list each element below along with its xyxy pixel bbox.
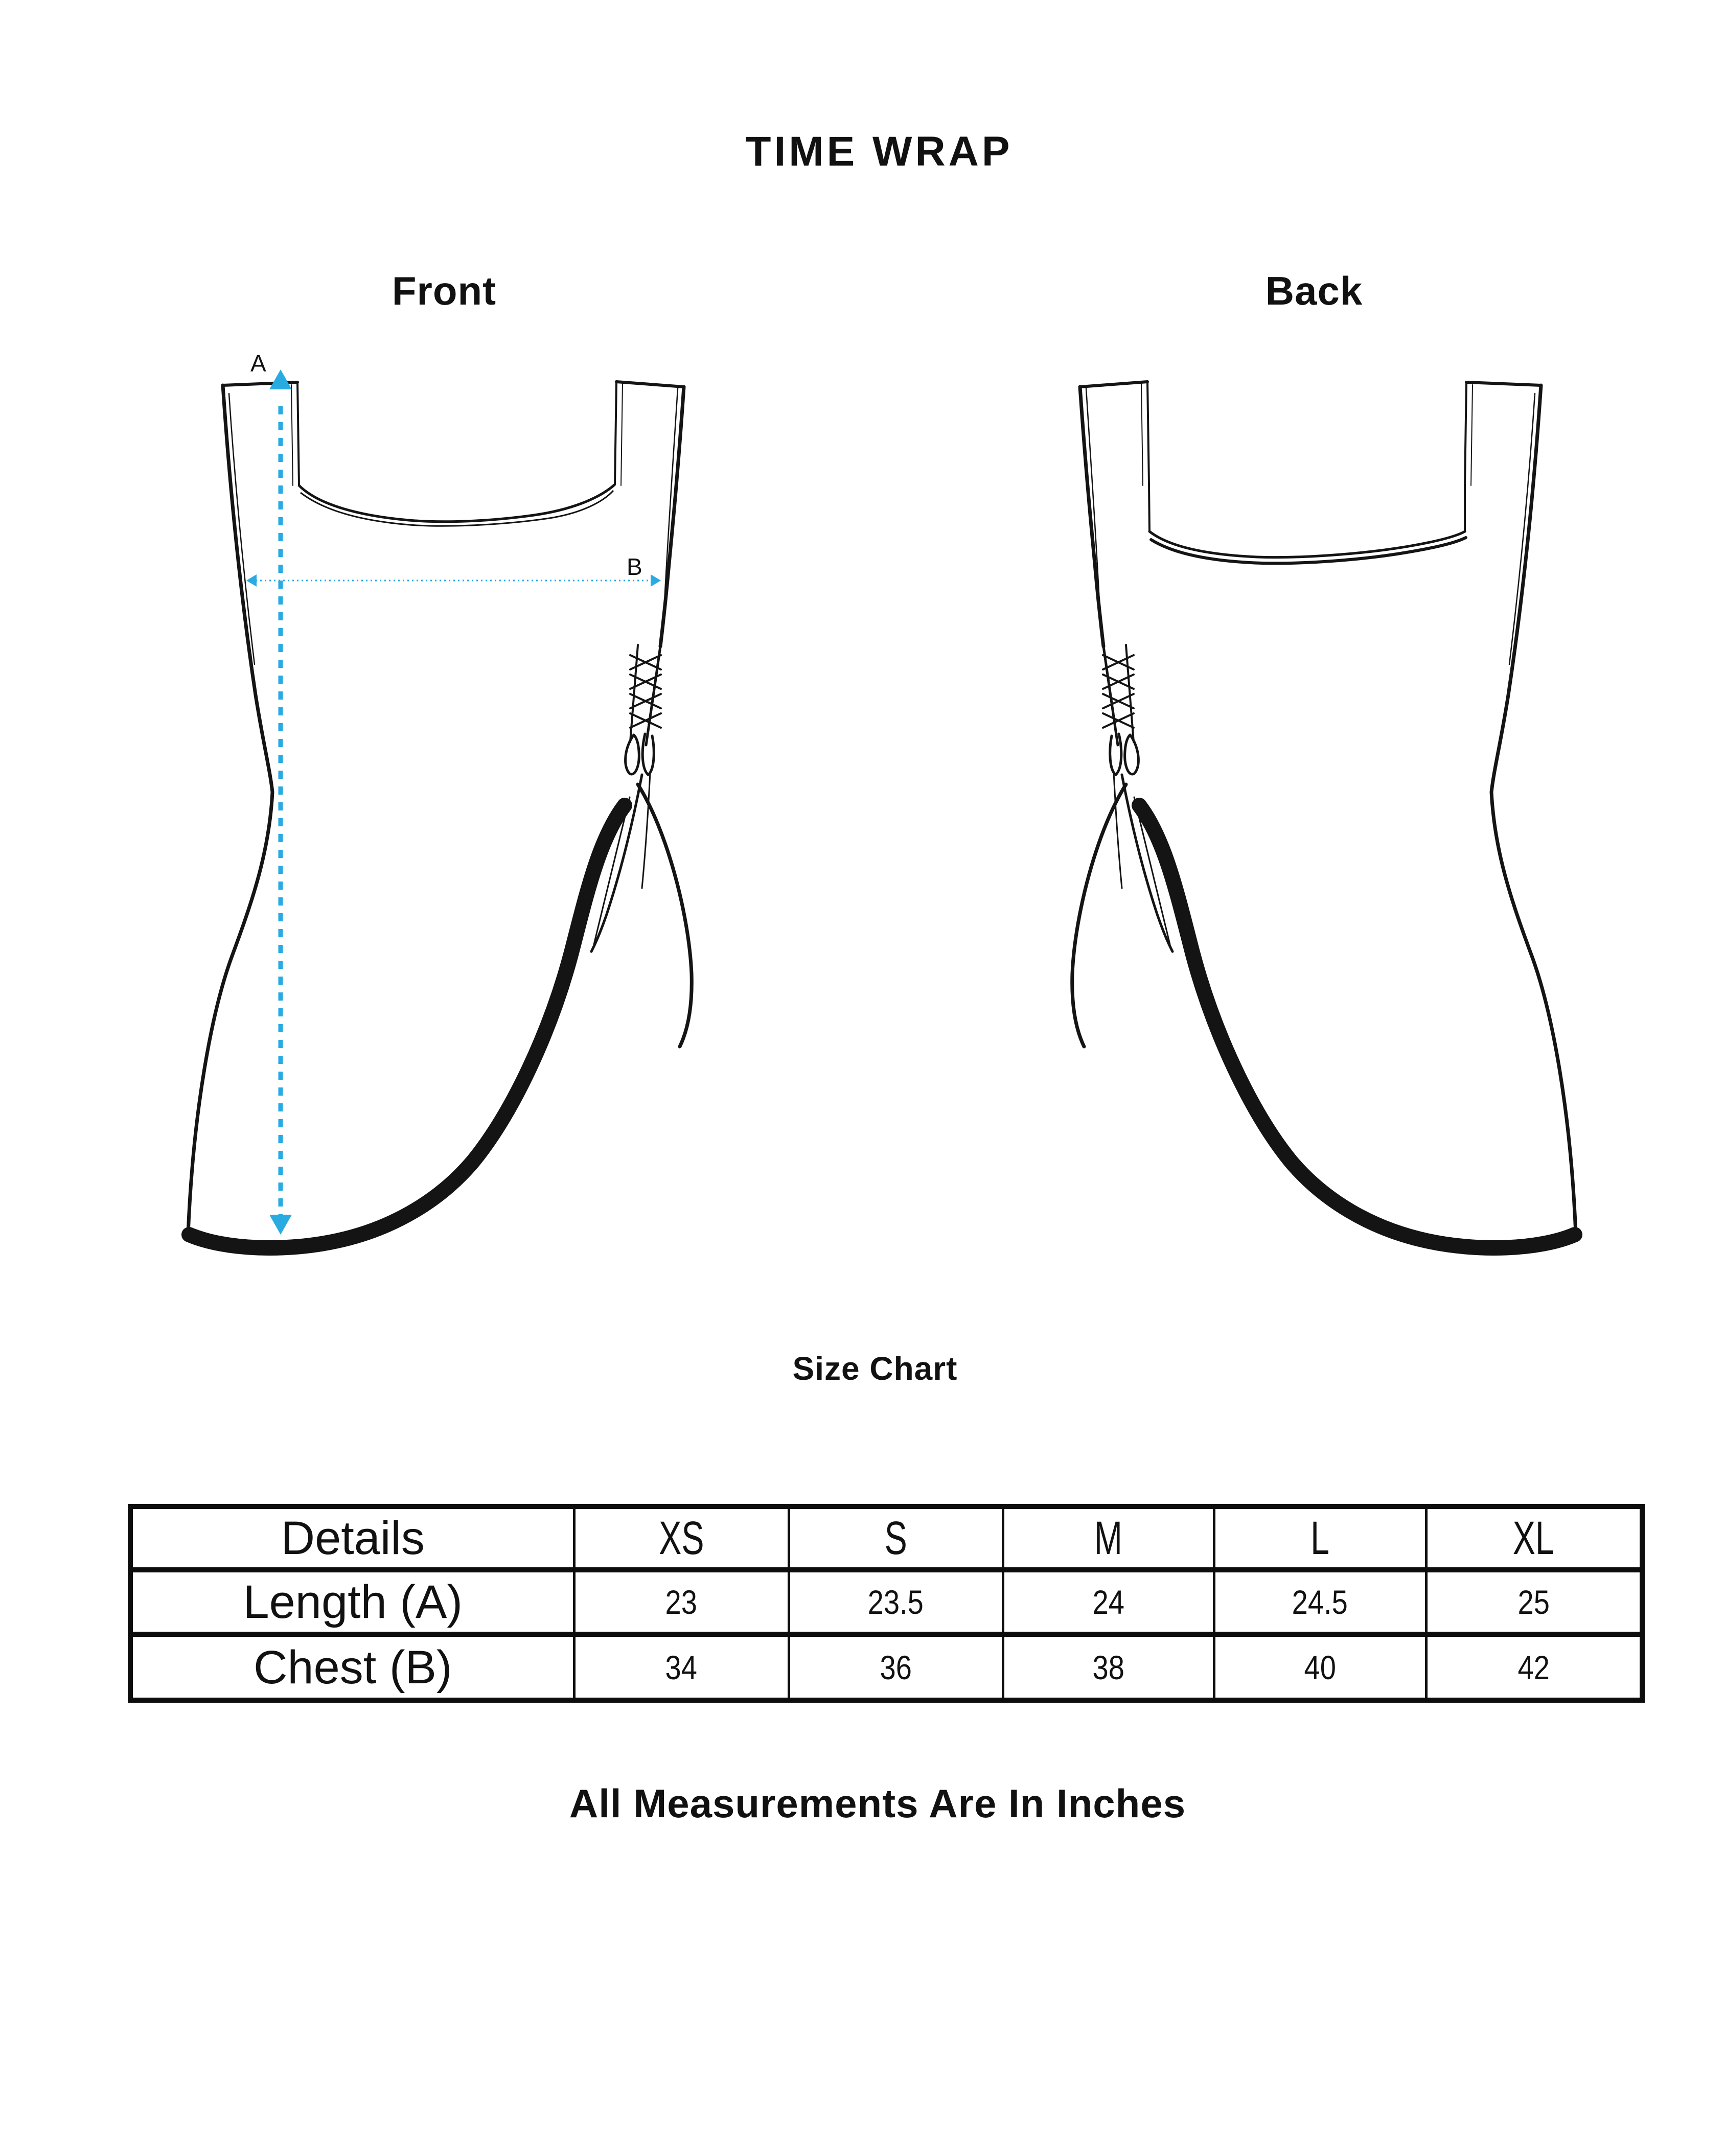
back-view-label: Back bbox=[1265, 268, 1363, 313]
chest-l: 40 bbox=[1214, 1634, 1426, 1700]
front-view-label: Front bbox=[392, 268, 497, 313]
length-xl: 25 bbox=[1426, 1570, 1642, 1634]
length-l: 24.5 bbox=[1214, 1570, 1426, 1634]
table-header-s: S bbox=[789, 1506, 1003, 1570]
length-m: 24 bbox=[1003, 1570, 1214, 1634]
table-header-m: M bbox=[1003, 1506, 1214, 1570]
chest-m: 38 bbox=[1003, 1634, 1214, 1700]
page-title: TIME WRAP bbox=[745, 128, 1013, 175]
back-garment-drawing bbox=[1072, 382, 1576, 1248]
chest-s: 36 bbox=[789, 1634, 1003, 1700]
front-garment-drawing bbox=[188, 369, 692, 1248]
table-header-details: Details bbox=[130, 1506, 574, 1570]
size-chart-heading: Size Chart bbox=[792, 1350, 958, 1387]
chest-measure-arrow bbox=[246, 574, 661, 587]
table-header-l: L bbox=[1214, 1506, 1426, 1570]
measurements-footnote: All Measurements Are In Inches bbox=[569, 1781, 1186, 1826]
chest-xs: 34 bbox=[574, 1634, 789, 1700]
length-xs: 23 bbox=[574, 1570, 789, 1634]
length-arrow-letter: A bbox=[250, 350, 266, 377]
size-chart-table bbox=[128, 1504, 1645, 1703]
chest-arrow-letter: B bbox=[627, 553, 642, 580]
table-header-xl: XL bbox=[1426, 1506, 1642, 1570]
table-header-xs: XS bbox=[574, 1506, 789, 1570]
table-header-row bbox=[130, 1506, 1642, 1570]
table-row-chest bbox=[130, 1634, 1642, 1700]
row-label-length: Length (A) bbox=[130, 1570, 574, 1634]
chest-xl: 42 bbox=[1426, 1634, 1642, 1700]
row-label-chest: Chest (B) bbox=[130, 1634, 574, 1700]
size-chart-table-container bbox=[128, 1504, 1640, 1703]
length-s: 23.5 bbox=[789, 1570, 1003, 1634]
table-row-length bbox=[130, 1570, 1642, 1634]
